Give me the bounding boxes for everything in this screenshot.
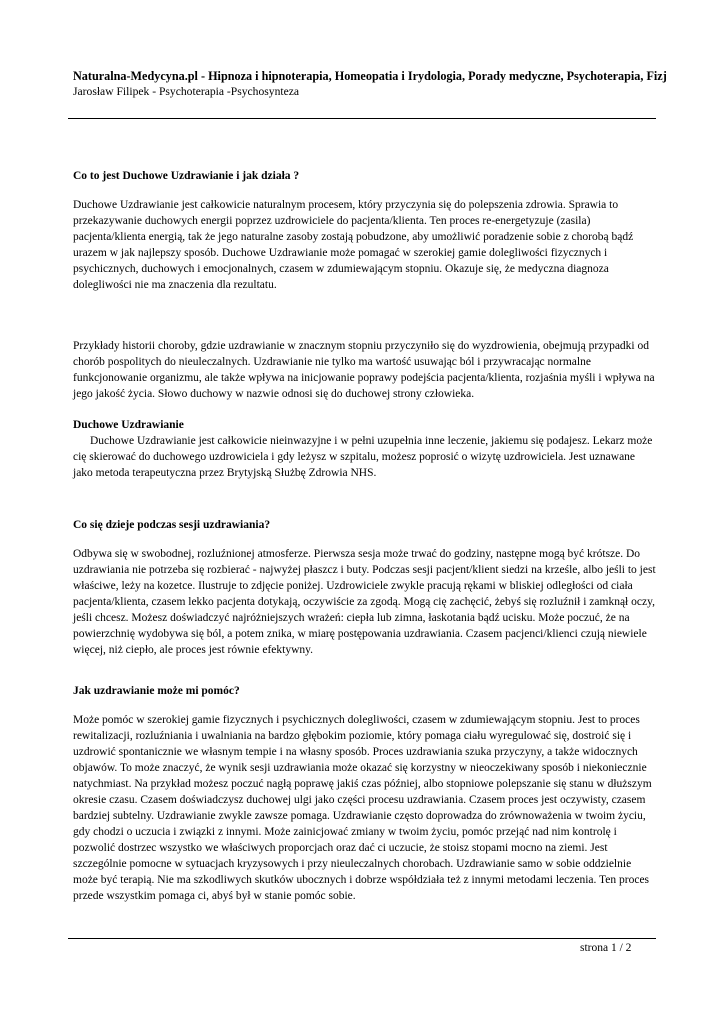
section-heading-what-is: Co to jest Duchowe Uzdrawianie i jak działa ? [73, 170, 300, 182]
article-body [73, 168, 657, 904]
paragraph: Odbywa się w swobodnej, rozluźnionej atmosferze. Pierwsza sesja może trwać do godziny, następne mogą być krótsze. Do uzdrawiania nie potrzeba się rozbierać - najwyżej płaszcz i buty. Podczas sesji pacjent/klient siedzi na krześle, albo jeśli to jest właściwe, leży na kozetce. Ilustruje to zdjęcie poniżej. Uzdrowiciele zwykle pracują rękami w bliskiej odległości od ciała pacjenta/klienta, czasem lekko pacjenta dotykają, oczywiście za zgodą. Mogą cię zachęcić, żebyś się rozluźnił i zamknął oczy, jeśli chcesz. Możesz doświadczyć najróżniejszych wrażeń: ciepła lub zimna, łaskotania bądź ucisku. Może poczuć, że na powierzchnię wydobywa się ból, a potem znika, w miarę postępowania uzdrawiania. Czasem pacjenci/klienci czują niewiele więcej, niż ciepło, ale proces jest równie efektywny. [73, 548, 656, 656]
paragraph: Może pomóc w szerokiej gamie fizycznych i psychicznych dolegliwości, czasem w zdumiewającym stopniu. Jest to proces rewitalizacji, rozluźniania i uwalniania na bardzo głębokim poziomie, który pomaga ciału wyregulować się, dostroić się i uzdrowić spontanicznie we własnym tempie i na własny sposób. Proces uzdrawiania szuka przyczyny, a także widocznych objawów. To może znaczyć, że wynik sesji uzdrawiania może okazać się korzystny w nieoczekiwany sposób i niekoniecznie natychmiast. Na przykład możesz poczuć nagłą poprawę jakiś czas później, albo stopniowe polepszanie się stanu w dłuższym okresie czasu. Czasem doświadczysz duchowej ulgi jako części procesu uzdrawiania. Czasem proces jest oczywisty, czasem bardziej subtelny. Uzdrawianie zwykle zawsze pomaga. Uzdrawianie często doprowadza do zrównoważenia w twoim życiu, gdy chodzi o uczucia i związki z innymi. Może zainicjować zmiany w twoim życiu, pomóc przejąć nad nim kontrolę i pozwolić dostrzec wszystko we właściwych proporcjach oraz dać ci uczucie, że stoisz stopami mocno na ziemi. Jest szczególnie pomocne w sytuacjach kryzysowych i przy nieuleczalnych chorobach. Uzdrawianie samo w sobie oddzielnie może być terapią. Nie ma szkodliwych skutków ubocznych i dobrze współdziała też z innymi metodami leczenia. Ten proces przede wszystkim pomaga ci, abyś był w stanie pomóc sobie. [73, 714, 652, 902]
footer-divider [68, 938, 656, 939]
section-heading-spiritual-healing: Duchowe Uzdrawianie [73, 419, 184, 431]
author-subtitle: Jarosław Filipek - Psychoterapia -Psychosynteza [73, 85, 300, 98]
paragraph: Przykłady historii choroby, gdzie uzdrawianie w znacznym stopniu przyczyniło się do wyzdrowienia, obejmują przypadki od chorób pospolitych do nieuleczalnych. Uzdrawianie nie tylko ma wartość usuwając ból i przywracając normalne funkcjonowanie organizmu, ale także wpływa na inicjowanie poprawy podejścia pacjenta/klienta, rozjaśnia myśli i wpływa na jego jakość życia. Słowo duchowy w nazwie odnosi się do duchowej strony człowieka. [73, 340, 655, 400]
page-header [73, 68, 725, 99]
site-title: Naturalna-Medycyna.pl - Hipnoza i hipnoterapia, Homeopatia i Irydologia, Porady medyczne, Psychoterapia, Fizj [73, 69, 667, 83]
paragraph: Duchowe Uzdrawianie jest całkowicie nieinwazyjne i w pełni uzupełnia inne leczenie, jakiemu się podajesz. Lekarz może cię skierować do duchowego uzdrowiciela i gdy leżysz w szpitalu, możesz poprosić o wizytę uzdrowiciela. Jest uznawane jako metoda terapeutyczna przez Brytyjską Służbę Zdrowia NHS. [73, 435, 653, 479]
page-number: strona 1 / 2 [580, 942, 632, 954]
paragraph: Duchowe Uzdrawianie jest całkowicie naturalnym procesem, który przyczynia się do polepszenia zdrowia. Sprawia to przekazywanie duchowych energii poprzez uzdrowiciele do pacjenta/klienta. Ten proces re-energetyzuje (zasila) pacjenta/klienta energią, tak że jego naturalne zasoby zostają pobudzone, aby umożliwić poradzenie sobie z chorobą bądź urazem w jak najlepszy sposób. Duchowe Uzdrawianie może pomagać w szerokiej gamie dolegliwości fizycznych i psychicznych, duchowych i emocjonalnych, czasem w zdumiewającym stopniu. Okazuje się, że medyczna diagnoza dolegliwości nie ma znaczenia dla rezultatu. [73, 199, 634, 291]
section-heading-how-help: Jak uzdrawianie może mi pomóc? [73, 685, 240, 697]
section-heading-session: Co się dzieje podczas sesji uzdrawiania? [73, 519, 271, 531]
header-divider [68, 118, 656, 119]
